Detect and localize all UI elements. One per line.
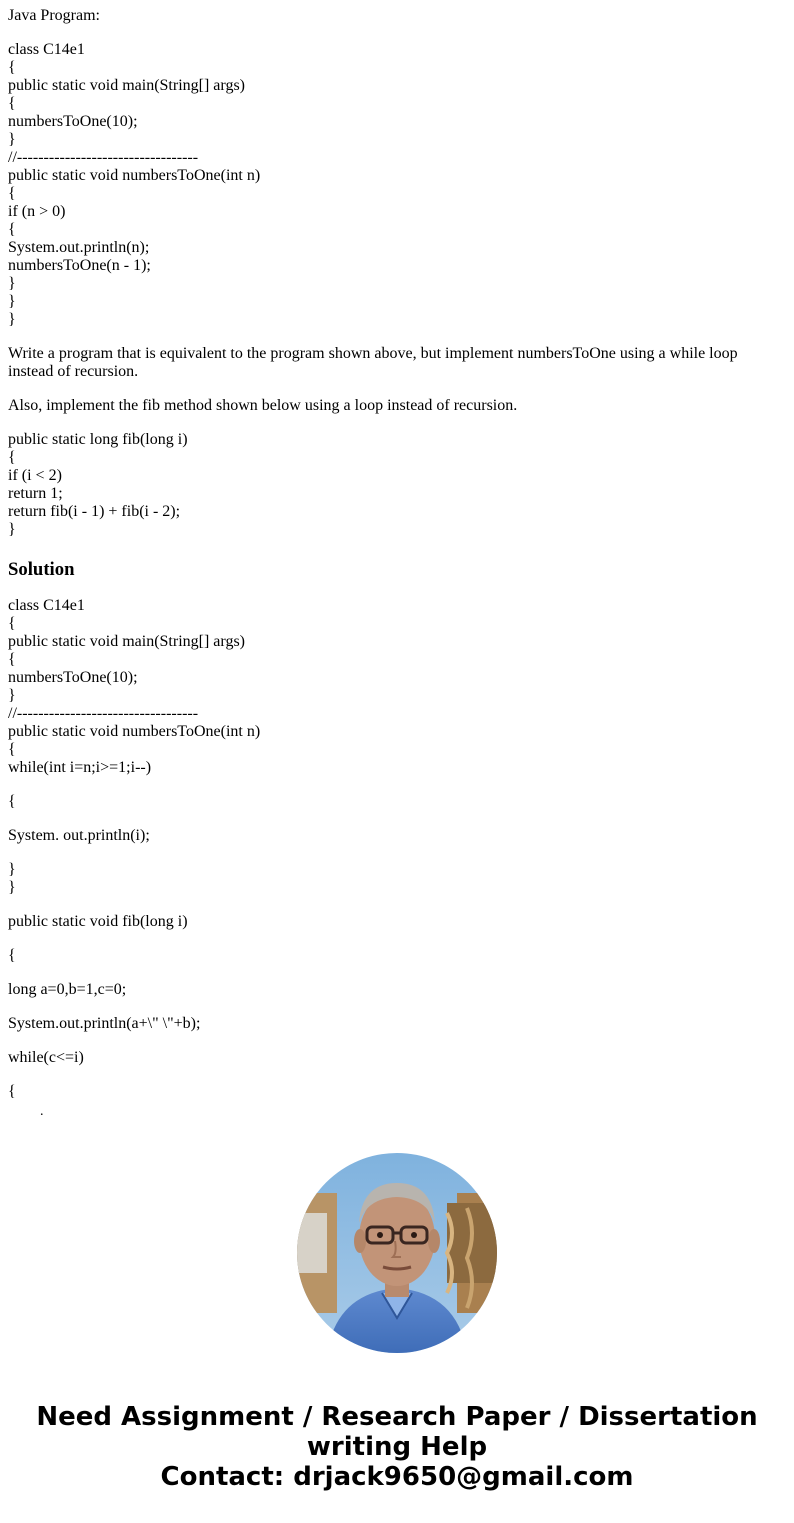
code-line: //---------------------------------- <box>8 149 199 166</box>
solution-line: while(int i=n;i>=1;i--) <box>8 759 152 776</box>
code-line: numbersToOne(n - 1); <box>8 257 151 274</box>
solution-line: class C14e1 <box>8 597 85 614</box>
code-line: return fib(i - 1) + fib(i - 2); <box>8 503 181 520</box>
code-line: System.out.println(n); <box>8 239 150 256</box>
solution-line: numbersToOne(10); <box>8 669 138 686</box>
author-portrait-icon <box>297 1153 497 1353</box>
solution-line: { <box>8 741 16 758</box>
solution-line: } <box>8 879 16 896</box>
solution-line: System.out.println(a+\" \"+b); <box>8 1015 201 1032</box>
code-line: } <box>8 293 16 310</box>
code-line: return 1; <box>8 485 63 502</box>
author-photo <box>297 1153 497 1353</box>
code-line: } <box>8 131 16 148</box>
promo-banner <box>0 1402 794 1492</box>
promo-line: Need Assignment / Research Paper / Dissertation <box>36 1402 758 1432</box>
solution-line: { <box>8 1083 16 1100</box>
solution-line: { <box>8 615 16 632</box>
code-line: class C14e1 <box>8 41 85 58</box>
solution-line: } <box>8 861 16 878</box>
code-line: public static void main(String[] args) <box>8 77 245 94</box>
code-line: if (i < 2) <box>8 467 62 484</box>
instruction-paragraph: Write a program that is equivalent to the program shown above, but implement numbersToOne using a while loop instead of recursion. <box>8 345 738 380</box>
solution-line: { <box>8 947 16 964</box>
code-line: { <box>8 185 16 202</box>
code-line: } <box>8 275 16 292</box>
solution-line: { <box>8 651 16 668</box>
code-line: { <box>8 59 16 76</box>
solution-line: public static void main(String[] args) <box>8 633 245 650</box>
promo-line: writing Help <box>306 1432 488 1462</box>
solution-line: System. out.println(i); <box>8 827 150 844</box>
solution-line: public static void fib(long i) <box>8 913 188 930</box>
solution-code-block <box>8 597 778 1101</box>
java-program-label: Java Program: <box>8 7 100 24</box>
solution-line: } <box>8 687 16 704</box>
solution-line: //---------------------------------- <box>8 705 199 722</box>
solution-line: while(c<=i) <box>8 1049 84 1066</box>
code-line: } <box>8 311 16 328</box>
code-line: if (n > 0) <box>8 203 66 220</box>
code-line: } <box>8 521 16 538</box>
code-line: { <box>8 449 16 466</box>
solution-line: public static void numbersToOne(int n) <box>8 723 261 740</box>
recursive-code-block <box>8 41 778 329</box>
solution-line: { <box>8 793 16 810</box>
code-line: { <box>8 221 16 238</box>
code-line: numbersToOne(10); <box>8 113 138 130</box>
code-line: public static long fib(long i) <box>8 431 188 448</box>
truncated-mark: . <box>40 1104 44 1119</box>
code-line: public static void numbersToOne(int n) <box>8 167 261 184</box>
solution-line: long a=0,b=1,c=0; <box>8 981 127 998</box>
document-body <box>8 0 778 1119</box>
fib-instruction-paragraph: Also, implement the fib method shown below using a loop instead of recursion. <box>8 397 518 414</box>
code-line: { <box>8 95 16 112</box>
contact-line: Contact: drjack9650@gmail.com <box>160 1462 634 1492</box>
solution-heading: Solution <box>8 559 75 580</box>
fib-code-block <box>8 431 778 539</box>
